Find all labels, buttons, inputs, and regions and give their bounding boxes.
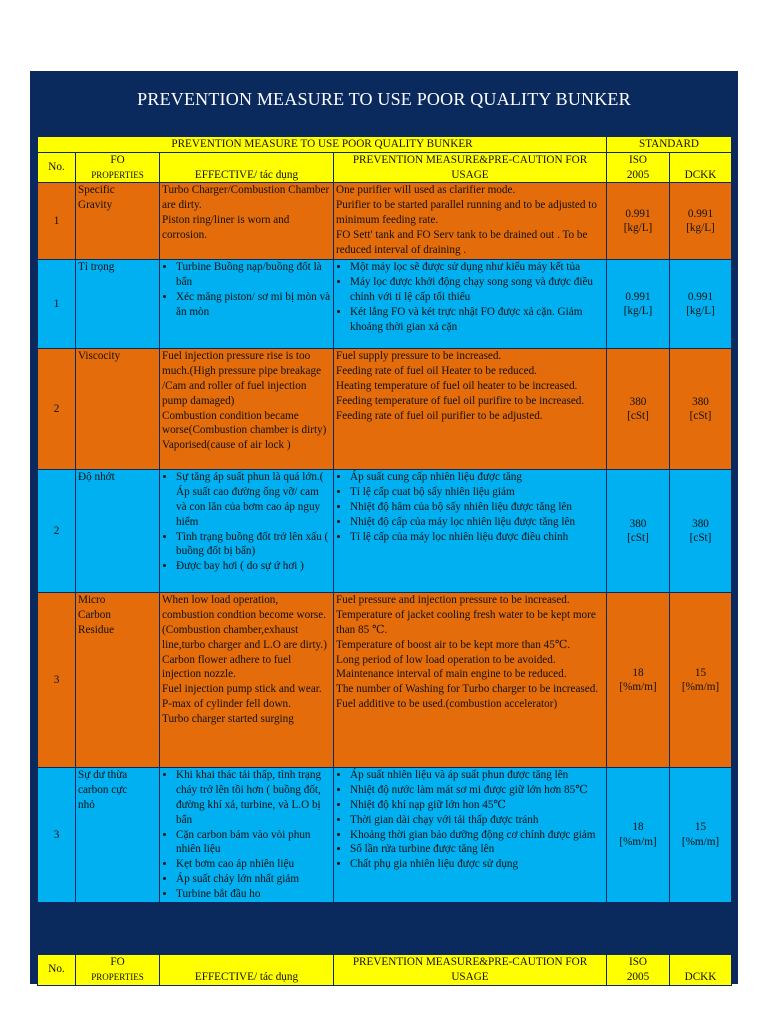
prevention-text: FO Sett' tank and FO Serv tank to be drained out . To be reduced interval of draining . bbox=[336, 228, 588, 256]
dckk-value bbox=[670, 470, 732, 593]
effective bbox=[160, 768, 334, 902]
property-text: Độ nhớt bbox=[78, 471, 115, 484]
prevention-item: • Tỉ lệ cấp cuat bộ sấy nhiên liệu giảm bbox=[350, 485, 604, 500]
effective-item: • Khi khai thác tải thấp, tình trạng cháy trở lên tồi hơn ( buồng đốt, đường khí xả, turbine, và L.O bị bẩn bbox=[176, 768, 331, 827]
iso-value bbox=[607, 349, 670, 470]
prevention-item bbox=[336, 183, 604, 198]
effective-item bbox=[162, 183, 331, 213]
property-text: Sự dư thừa bbox=[78, 769, 128, 782]
prevention-text: Feeding rate of fuel oil Heater to be reduced. bbox=[336, 365, 537, 378]
effective-item: • Turbine bắt đầu ho bbox=[176, 887, 331, 902]
iso-value-text: [cSt] bbox=[627, 532, 649, 545]
prevention-item: • Chất phụ gia nhiên liệu được sử dụng bbox=[350, 857, 604, 872]
property-text: Carbon bbox=[78, 609, 111, 622]
iso-value-text: [kg/L] bbox=[623, 222, 653, 235]
table-band-row bbox=[38, 137, 732, 153]
table-row bbox=[38, 349, 732, 470]
effective-item: • Tình trạng buồng đốt trở lên xấu ( buồng đốt bị bẩn) bbox=[176, 530, 331, 560]
prevention-text: Long period of low load operation to be avoided. bbox=[336, 653, 556, 666]
iso-header bbox=[607, 955, 670, 986]
fo-property bbox=[76, 768, 160, 902]
prevention-item: • Nhiệt độ hâm của bộ sấy nhiên liệu được tăng lên bbox=[350, 500, 604, 515]
prevention-item bbox=[336, 697, 604, 712]
prevention bbox=[334, 183, 607, 260]
effective-item bbox=[162, 682, 331, 697]
dckk-value-text: 15 bbox=[694, 821, 707, 834]
row-number: 1 bbox=[38, 183, 76, 260]
prevention-text: Temperature of jacket cooling fresh water to be kept more than 85 ℃. bbox=[336, 609, 596, 636]
table-header-row bbox=[38, 152, 732, 183]
prevention bbox=[334, 260, 607, 349]
property-text: Tỉ trọng bbox=[78, 261, 115, 274]
iso-value-text: [cSt] bbox=[627, 410, 649, 423]
effective-item bbox=[162, 349, 331, 408]
effective-list bbox=[162, 260, 331, 319]
prevention-item: • Nhiệt độ nước làm mát sơ mi được giữ lớn hơn 85℃ bbox=[350, 783, 604, 798]
prevention-item: • Khoảng thời gian bảo dưỡng động cơ chính được giảm bbox=[350, 828, 604, 843]
iso-value-text: [%m/m] bbox=[619, 835, 657, 848]
document-page bbox=[30, 71, 738, 984]
iso-value-text: 380 bbox=[629, 395, 647, 408]
iso-header bbox=[607, 152, 670, 183]
prevention-text: Fuel pressure and injection pressure to be increased. bbox=[336, 594, 570, 607]
effective-item: • Được bay hơi ( do sự ứ hơi ) bbox=[176, 559, 331, 574]
property-text: nhỏ bbox=[78, 798, 95, 811]
table-row bbox=[38, 183, 732, 260]
effective-text: Piston ring/liner is worn and corrosion. bbox=[162, 213, 290, 241]
prevention bbox=[334, 768, 607, 902]
prevention-text: Maintenance interval of main engine to be reduced. bbox=[336, 668, 567, 681]
prevention-table bbox=[37, 136, 732, 903]
table-row bbox=[38, 260, 732, 349]
fo-property bbox=[76, 260, 160, 349]
effective-item: • Kẹt bơm cao áp nhiên liệu bbox=[176, 857, 331, 872]
iso-year: 2005 bbox=[626, 168, 650, 181]
effective-item bbox=[162, 712, 331, 727]
row-number: 1 bbox=[38, 260, 76, 349]
iso-value-text: 380 bbox=[629, 517, 647, 530]
effective-list bbox=[162, 768, 331, 901]
fo-properties-header bbox=[76, 955, 160, 986]
dckk-value-text: [cSt] bbox=[689, 532, 712, 545]
properties-label: PROPERTIES bbox=[91, 169, 144, 180]
prevention-item bbox=[336, 349, 604, 364]
dckk-value-text: [cSt] bbox=[689, 410, 712, 423]
iso-value-text: 0.991 bbox=[625, 207, 651, 220]
prevention-item: • Áp suất cung cấp nhiên liệu được tăng bbox=[350, 470, 604, 485]
property-text: Micro bbox=[78, 594, 106, 607]
effective-text: Combustion condition became worse(Combustion chamber is dirty) bbox=[162, 409, 327, 437]
prevention-item: • Máy lọc được khởi động chạy song song và được điều chỉnh với tỉ lệ cấp tối thiểu bbox=[350, 275, 604, 305]
effective-item bbox=[162, 593, 331, 652]
iso-label: ISO bbox=[628, 153, 648, 166]
effective bbox=[160, 593, 334, 768]
iso-value bbox=[607, 260, 670, 349]
effective-item bbox=[162, 438, 331, 453]
fo-property bbox=[76, 183, 160, 260]
prevention-item: • Nhiệt độ cấp của máy lọc nhiên liệu được tăng lên bbox=[350, 515, 604, 530]
dckk-value-text: [kg/L] bbox=[686, 305, 715, 318]
effective bbox=[160, 349, 334, 470]
dckk-value-text: [kg/L] bbox=[686, 222, 715, 235]
property-text: Gravity bbox=[78, 199, 113, 212]
effective-text: Fuel injection pump stick and wear. bbox=[162, 683, 322, 696]
row-number: 3 bbox=[38, 768, 76, 902]
no-header: No. bbox=[38, 152, 76, 183]
prevention-item bbox=[336, 409, 604, 424]
iso-value-text: 0.991 bbox=[625, 290, 651, 303]
effective-item: • Turbine Buồng nạp/buồng đốt là bẩn bbox=[176, 260, 331, 290]
table-body bbox=[38, 183, 732, 902]
prevention-text: Feeding temperature of fuel oil purifire to be increased. bbox=[336, 394, 585, 407]
standard-header: STANDARD bbox=[607, 137, 732, 153]
effective-item: • Cặn carbon bám vào vòi phun nhiên liệu bbox=[176, 828, 331, 858]
effective-list bbox=[162, 470, 331, 574]
effective-text: Fuel injection pressure rise is too much.(High pressure pipe breakage /Cam and roller of fuel injection pump damaged) bbox=[162, 350, 322, 407]
dckk-value-text: [%m/m] bbox=[681, 681, 720, 694]
prevention-item bbox=[336, 593, 604, 608]
table-row bbox=[38, 470, 732, 593]
effective bbox=[160, 183, 334, 260]
effective bbox=[160, 260, 334, 349]
property-text: Specific bbox=[78, 184, 115, 197]
prevention-item bbox=[336, 638, 604, 653]
iso-value bbox=[607, 183, 670, 260]
properties-label: PROPERTIES bbox=[91, 971, 144, 982]
prevention-text: One purifier will used as clarifier mode. bbox=[336, 184, 516, 197]
effective-text: When low load operation, combustion condtion become worse. (Combustion chamber,exhaust line,turbo charger and L.O are dirty.) bbox=[162, 594, 327, 651]
prevention-text: Fuel supply pressure to be increased. bbox=[336, 350, 502, 363]
prevention-item: • Thời gian dài chạy với tải thấp được tránh bbox=[350, 813, 604, 828]
prevention-item bbox=[336, 608, 604, 638]
iso-value-text: [kg/L] bbox=[623, 305, 653, 318]
prevention bbox=[334, 593, 607, 768]
fo-property bbox=[76, 593, 160, 768]
effective bbox=[160, 470, 334, 593]
iso-year: 2005 bbox=[626, 970, 650, 983]
iso-value-text: 18 bbox=[632, 821, 644, 834]
effective-item bbox=[162, 409, 331, 439]
effective-item bbox=[162, 697, 331, 712]
prevention-header: PREVENTION MEASURE&PRE-CAUTION FOR USAGE bbox=[334, 152, 607, 183]
iso-value-text: 18 bbox=[632, 666, 644, 679]
effective-item: • Sự tăng áp suất phun là quá lớn.( Áp suất cao đường ống vỡ/ cam và con lăn của bơm cao áp nguy hiểm bbox=[176, 470, 331, 529]
prevention-item bbox=[336, 364, 604, 379]
fo-property bbox=[76, 349, 160, 470]
effective-item: • Áp suất cháy lớn nhất giảm bbox=[176, 872, 331, 887]
effective-item bbox=[162, 653, 331, 683]
table-row bbox=[38, 593, 732, 768]
prevention-item: • Số lần rửa turbine được tăng lên bbox=[350, 842, 604, 857]
dckk-header: DCKK bbox=[670, 152, 732, 183]
property-text: Residue bbox=[78, 623, 115, 636]
prevention-text: Heating temperature of fuel oil heater to be increased. bbox=[336, 379, 578, 392]
prevention-item bbox=[336, 379, 604, 394]
prevention-list bbox=[336, 470, 604, 544]
iso-value bbox=[607, 470, 670, 593]
effective-item bbox=[162, 213, 331, 243]
prevention-text: Purifier to be started parallel running and to be adjusted to minimum feeding rate. bbox=[336, 199, 597, 226]
fo-label: FO bbox=[110, 153, 125, 166]
dckk-header: DCKK bbox=[670, 955, 732, 986]
prevention-item: • Một máy lọc sẽ được sử dụng như kiểu máy kết tủa bbox=[350, 260, 604, 275]
iso-value-text: [%m/m] bbox=[619, 681, 657, 694]
iso-value bbox=[607, 593, 670, 768]
prevention-list bbox=[336, 260, 604, 334]
repeated-header-row bbox=[38, 955, 732, 986]
effective-header: EFFECTIVE/ tác dụng bbox=[160, 152, 334, 183]
prevention-text: Feeding rate of fuel oil purifier to be adjusted. bbox=[336, 409, 543, 422]
dckk-value-text: 380 bbox=[692, 517, 709, 530]
effective-text: Turbo Charger/Combustion Chamber are dirty. bbox=[162, 184, 330, 212]
dckk-value bbox=[670, 183, 732, 260]
prevention-list bbox=[336, 768, 604, 872]
iso-value bbox=[607, 768, 670, 902]
dckk-value-text: [%m/m] bbox=[681, 835, 720, 848]
dckk-value bbox=[670, 260, 732, 349]
effective-header: EFFECTIVE/ tác dụng bbox=[160, 955, 334, 986]
iso-label: ISO bbox=[628, 956, 648, 968]
effective-item: • Xéc măng piston/ sơ mi bị mòn và ăn mòn bbox=[176, 290, 331, 320]
prevention-header: PREVENTION MEASURE&PRE-CAUTION FOR USAGE bbox=[334, 955, 607, 986]
prevention-item bbox=[336, 394, 604, 409]
dckk-value-text: 0.991 bbox=[687, 207, 714, 220]
prevention-item bbox=[336, 653, 604, 668]
prevention-item bbox=[336, 198, 604, 228]
table-row bbox=[38, 768, 732, 902]
fo-label: FO bbox=[110, 956, 125, 968]
row-number: 2 bbox=[38, 349, 76, 470]
prevention-item: • Nhiệt độ khí nạp giữ lớn hon 45℃ bbox=[350, 798, 604, 813]
prevention-text: The number of Washing for Turbo charger to be increased. bbox=[336, 683, 599, 696]
prevention bbox=[334, 349, 607, 470]
prevention-item: • Két lắng FO và két trực nhật FO được xả cặn. Giảm khoảng thời gian xả cặn bbox=[350, 305, 604, 335]
effective-text: P-max of cylinder fell down. bbox=[162, 697, 291, 710]
dckk-value bbox=[670, 593, 732, 768]
dckk-value bbox=[670, 768, 732, 902]
prevention-item: • Áp suất nhiên liệu và áp suất phun được tăng lên bbox=[350, 768, 604, 783]
dckk-value-text: 0.991 bbox=[687, 290, 714, 303]
prevention bbox=[334, 470, 607, 593]
prevention-text: Temperature of boost air to be kept more than 45℃. bbox=[336, 638, 571, 651]
repeated-header-table bbox=[37, 954, 732, 986]
no-header: No. bbox=[38, 955, 76, 986]
effective-text: Vaporised(cause of air lock ) bbox=[162, 439, 291, 452]
dckk-value-text: 15 bbox=[694, 666, 707, 679]
effective-text: Carbon flower adhere to fuel injection nozzle. bbox=[162, 653, 292, 681]
dckk-value bbox=[670, 349, 732, 470]
prevention-item bbox=[336, 228, 604, 258]
fo-properties-header bbox=[76, 152, 160, 183]
prevention-item: • Tỉ lệ cấp của máy lọc nhiên liệu được điều chỉnh bbox=[350, 530, 604, 545]
band-title: PREVENTION MEASURE TO USE POOR QUALITY BUNKER bbox=[38, 137, 607, 153]
prevention-item bbox=[336, 682, 604, 697]
effective-text: Turbo charger started surging bbox=[162, 712, 294, 725]
prevention-text: Fuel additive to be used.(combustion accelerator) bbox=[336, 697, 558, 710]
page-title: PREVENTION MEASURE TO USE POOR QUALITY BUNKER bbox=[137, 89, 631, 109]
property-text: Viscocity bbox=[78, 350, 121, 363]
fo-property bbox=[76, 470, 160, 593]
dckk-value-text: 380 bbox=[692, 395, 709, 408]
prevention-item bbox=[336, 667, 604, 682]
row-number: 3 bbox=[38, 593, 76, 768]
property-text: carbon cực bbox=[78, 784, 128, 797]
row-number: 2 bbox=[38, 470, 76, 593]
